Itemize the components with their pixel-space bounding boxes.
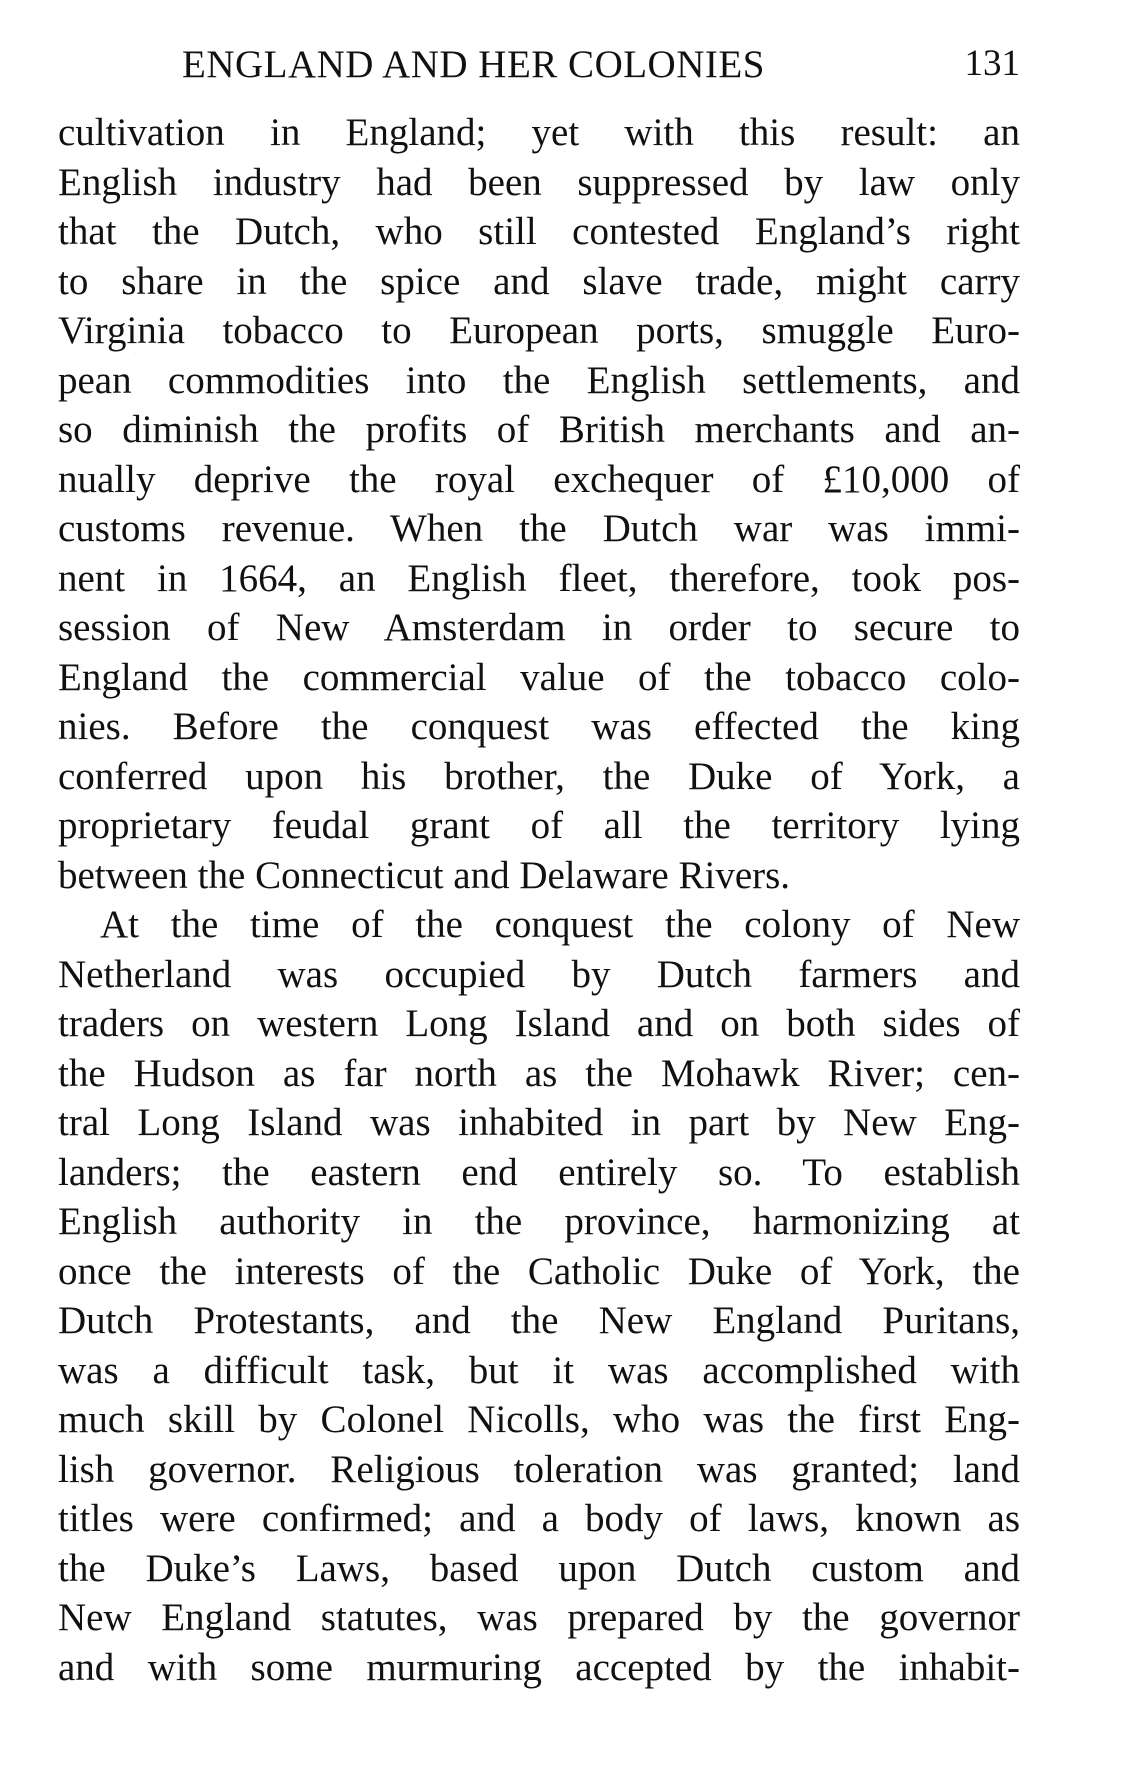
text-line: English industry had been suppressed by law only [58, 160, 1020, 204]
text-line: the Duke’s Laws, based upon Dutch custom and [58, 1546, 1020, 1590]
running-head [60, 42, 1020, 92]
page-number: 131 [964, 43, 1020, 84]
text-line: landers; the eastern end entirely so. To establish [58, 1150, 1020, 1194]
text-line: was a difficult task, but it was accomplished with [58, 1348, 1020, 1392]
running-title: ENGLAND AND HER COLONIES [182, 43, 765, 86]
text-line: lish governor. Religious toleration was granted; land [58, 1447, 1020, 1491]
text-line: Dutch Protestants, and the New England Puritans, [58, 1299, 1020, 1342]
text-line: the Hudson as far north as the Mohawk River; cen- [58, 1051, 1020, 1095]
text-line: so diminish the profits of British merchants and an- [58, 408, 1020, 451]
paragraph-start-line: At the time of the conquest the colony of New [100, 903, 1020, 946]
text-line: Netherland was occupied by Dutch farmers and [58, 952, 1020, 996]
text-line: England the commercial value of the tobacco colo- [58, 655, 1020, 699]
text-line: customs revenue. When the Dutch war was immi- [58, 507, 1020, 550]
text-line: Virginia tobacco to European ports, smuggle Euro- [58, 309, 1020, 352]
text-line: that the Dutch, who still contested England’s right [58, 210, 1020, 253]
text-line: tral Long Island was inhabited in part by New Eng- [58, 1101, 1020, 1144]
paragraph-end-line: between the Connecticut and Delaware Rivers. [58, 853, 791, 897]
body-text [58, 108, 1020, 1692]
text-line: New England statutes, was prepared by the governor [58, 1596, 1020, 1639]
text-line: traders on western Long Island and on both sides of [58, 1002, 1020, 1045]
text-line: pean commodities into the English settlements, and [58, 358, 1020, 402]
text-line: cultivation in England; yet with this result: an [58, 111, 1020, 154]
text-line: English authority in the province, harmonizing at [58, 1200, 1020, 1243]
text-line: nent in 1664, an English fleet, therefore, took pos- [58, 556, 1020, 600]
text-line: and with some murmuring accepted by the inhabit- [58, 1645, 1020, 1689]
text-line: to share in the spice and slave trade, might carry [58, 259, 1020, 303]
text-line: titles were confirmed; and a body of laws, known as [58, 1497, 1020, 1540]
text-line: once the interests of the Catholic Duke of York, the [58, 1249, 1020, 1293]
text-line: much skill by Colonel Nicolls, who was the first Eng- [58, 1398, 1020, 1441]
text-line: session of New Amsterdam in order to secure to [58, 606, 1020, 649]
text-line: proprietary feudal grant of all the territory lying [58, 804, 1020, 847]
text-line: nies. Before the conquest was effected the king [58, 705, 1020, 748]
text-line: nually deprive the royal exchequer of £10,000 of [58, 457, 1020, 501]
text-line: conferred upon his brother, the Duke of York, a [58, 754, 1020, 798]
